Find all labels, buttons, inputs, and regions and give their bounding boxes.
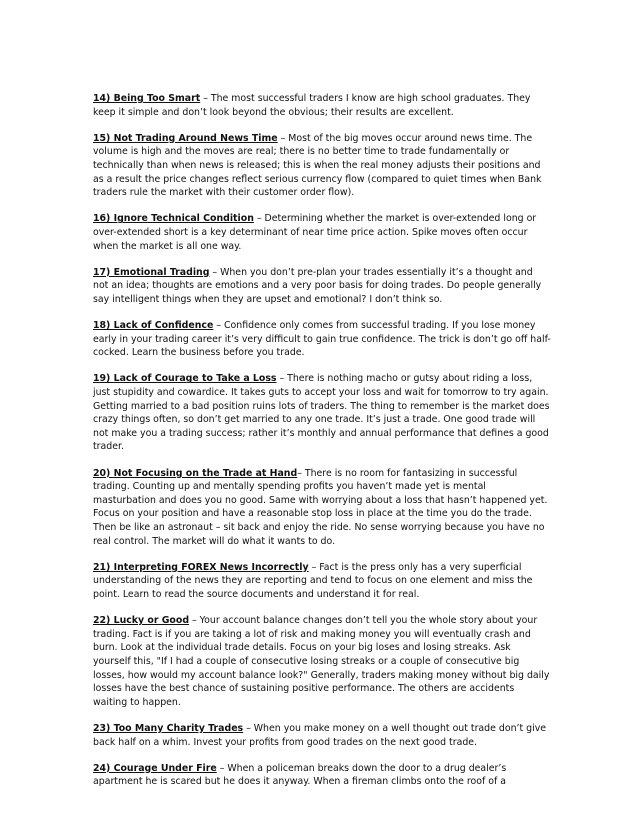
paragraph-21: [93, 561, 551, 602]
paragraph-heading: 20) Not Focusing on the Trade at Hand: [93, 467, 298, 479]
paragraph-text: – Determining whether the market is over-extended long or over-extended short is a key determinant of near time price action. Spike moves often occur when the market is all one way.: [93, 213, 537, 252]
paragraph-text: – When you don’t pre-plan your trades essentially it’s a thought and not an idea; thoughts are emotions and a very poor basis for doing trades. Do people generally say intelligent things when they are upset and emotional? I don’t think so.: [93, 266, 542, 305]
paragraph-heading: 14) Being Too Smart: [93, 93, 201, 104]
paragraph-heading: 16) Ignore Technical Condition: [93, 213, 254, 225]
paragraph-14: [93, 92, 551, 119]
paragraph-text: – Your account balance changes don’t tell you the whole story about your trading. Fact is if you are taking a lot of risk and making money you will eventually crash and burn. Look at the individual trade details. Focus on your big loses and losing streaks. Ask yourself this, "If I had a couple of consecutive losing streaks or a couple of consecutive big losses, how would my account balance look?" Generally, traders making money without big daily losses have the best chance of sustaining positive performance. The others are accidents waiting to happen.: [93, 615, 550, 708]
paragraph-18: [93, 319, 551, 360]
paragraph-16: [93, 212, 551, 253]
paragraph-heading: 21) Interpreting FOREX News Incorrectly: [93, 561, 309, 573]
paragraph-heading: 24) Courage Under Fire: [93, 762, 217, 774]
paragraph-text: – The most successful traders I know are high school graduates. They keep it simple and don’t look beyond the obvious; their results are excellent.: [93, 93, 531, 118]
paragraph-heading: 17) Emotional Trading: [93, 266, 210, 278]
paragraph-text: – When a policeman breaks down the door to a drug dealer’s apartment he is scared but he does it anyway. When a fireman climbs onto the roof of a: [93, 762, 507, 788]
paragraph-15: [93, 132, 551, 200]
paragraph-text: – Fact is the press only has a very superficial understanding of the news they are reporting and tend to focus on one element and miss the point. Learn to read the source documents and understand it for real.: [93, 561, 533, 600]
paragraph-17: [93, 266, 551, 307]
paragraph-text: – There is nothing macho or gutsy about riding a loss, just stupidity and cowardice. It takes guts to accept your loss and wait for tomorrow to try again. Getting married to a bad position ruins lots of traders. The thing to remember is the market does crazy things often, so don’t get married to any one trade. It’s just a trade. One good trade will not make you a trading success; rather it’s monthly and annual performance that defines a good trader.: [93, 373, 550, 453]
paragraph-22: [93, 614, 551, 709]
paragraph-23: [93, 722, 551, 749]
paragraph-heading: 23) Too Many Charity Trades: [93, 722, 244, 734]
paragraph-text: – Confidence only comes from successful trading. If you lose money early in your trading career it’s very difficult to gain true confidence. The trick is don’t go off half-cocked. Learn the business before you trade.: [93, 320, 551, 359]
paragraph-20: [93, 467, 551, 549]
paragraph-heading: 18) Lack of Confidence: [93, 320, 214, 332]
paragraph-24: [93, 762, 551, 789]
paragraph-19: [93, 372, 551, 454]
paragraph-text: – There is no room for fantasizing in successful trading. Counting up and mentally spending profits you haven’t made yet is mental masturbation and does you no good. Same with worrying about a loss that hasn’t happened yet. Focus on your position and have a reasonable stop loss in place at the time you do the trade. Then be like an astronaut – sit back and enjoy the ride. No sense worrying because you have no real control. The market will do what it wants to do.: [93, 467, 548, 547]
paragraph-heading: 22) Lucky or Good: [93, 615, 190, 627]
paragraph-text: – When you make money on a well thought out trade don’t give back half on a whim. Invest your profits from good trades on the next good trade.: [93, 722, 547, 748]
paragraph-heading: 15) Not Trading Around News Time: [93, 132, 278, 144]
document-body: [93, 92, 551, 801]
paragraph-text: – Most of the big moves occur around news time. The volume is high and the moves are real; there is no better time to trade fundamentally or technically than when news is released; this is when the real money adjusts their positions and as a result the price changes reflect serious currency flow (compared to quiet times when Bank traders rule the market with their customer order flow).: [93, 132, 542, 199]
paragraph-heading: 19) Lack of Courage to Take a Loss: [93, 373, 277, 385]
